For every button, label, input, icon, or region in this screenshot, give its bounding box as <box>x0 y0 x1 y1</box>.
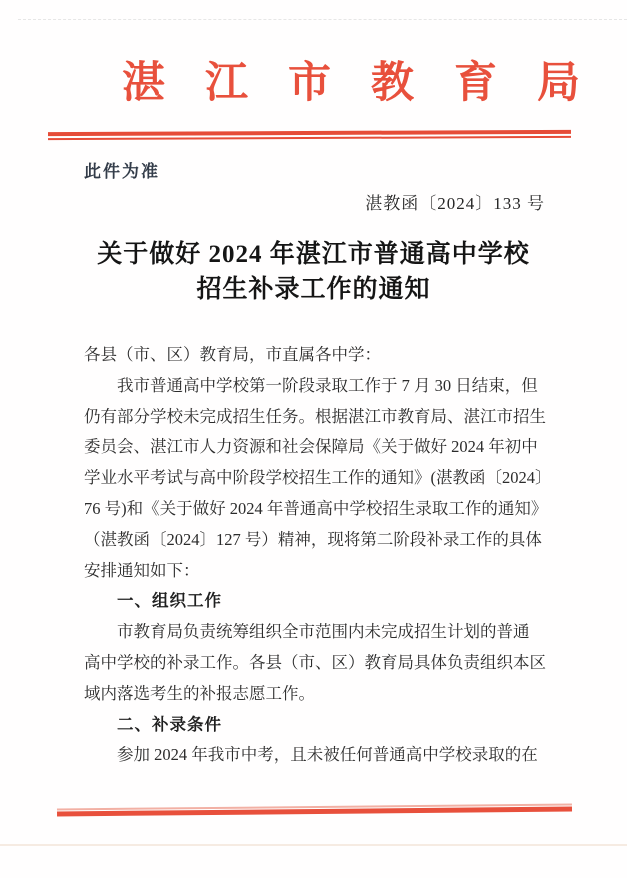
body-line: 高中学校的补录工作。各县（市、区）教育局具体负责组织本区 <box>84 652 546 672</box>
section-heading: 一、组织工作 <box>117 592 222 611</box>
body-line: 参加 2024 年我市中考，且未被任何普通高中学校录取的在 <box>117 745 538 765</box>
body-line: 域内落选考生的补报志愿工作。 <box>84 683 315 703</box>
document-body <box>84 340 566 771</box>
document-number: 湛教函〔2024〕133 号 <box>365 194 545 213</box>
body-line: 市教育局负责统筹组织全市范围内未完成招生计划的普通 <box>117 622 530 642</box>
title-line-1: 关于做好 2024 年湛江市普通高中学校 <box>97 241 530 268</box>
body-line: 我市普通高中学校第一阶段录取工作于 7 月 30 日结束，但 <box>117 375 538 395</box>
page-edge-line <box>0 844 627 846</box>
section-heading: 二、补录条件 <box>117 715 222 734</box>
footer-red-line <box>57 804 572 817</box>
letterhead-agency-name: 湛江市教育局 <box>122 60 620 107</box>
body-line: 安排通知如下： <box>84 560 200 580</box>
authoritative-copy-annotation: 此件为准 <box>84 162 160 181</box>
body-line: 各县（市、区）教育局，市直属各中学： <box>84 345 381 364</box>
scan-artifact-line <box>18 19 627 20</box>
body-line: 仍有部分学校未完成招生任务。根据湛江市教育局、湛江市招生 <box>84 406 546 426</box>
body-line: 委员会、湛江市人力资源和社会保障局《关于做好 2024 年初中 <box>84 437 538 457</box>
letterhead-separator-line <box>48 130 571 140</box>
title-line-2: 招生补录工作的通知 <box>196 276 431 303</box>
document-title <box>0 237 627 307</box>
body-line: 学业水平考试与高中阶段学校招生工作的通知》(湛教函〔2024〕 <box>84 468 552 488</box>
body-line: 76 号)和《关于做好 2024 年普通高中学校招生录取工作的通知》 <box>84 498 548 518</box>
body-line: （湛教函〔2024〕127 号）精神，现将第二阶段补录工作的具体 <box>84 529 542 549</box>
